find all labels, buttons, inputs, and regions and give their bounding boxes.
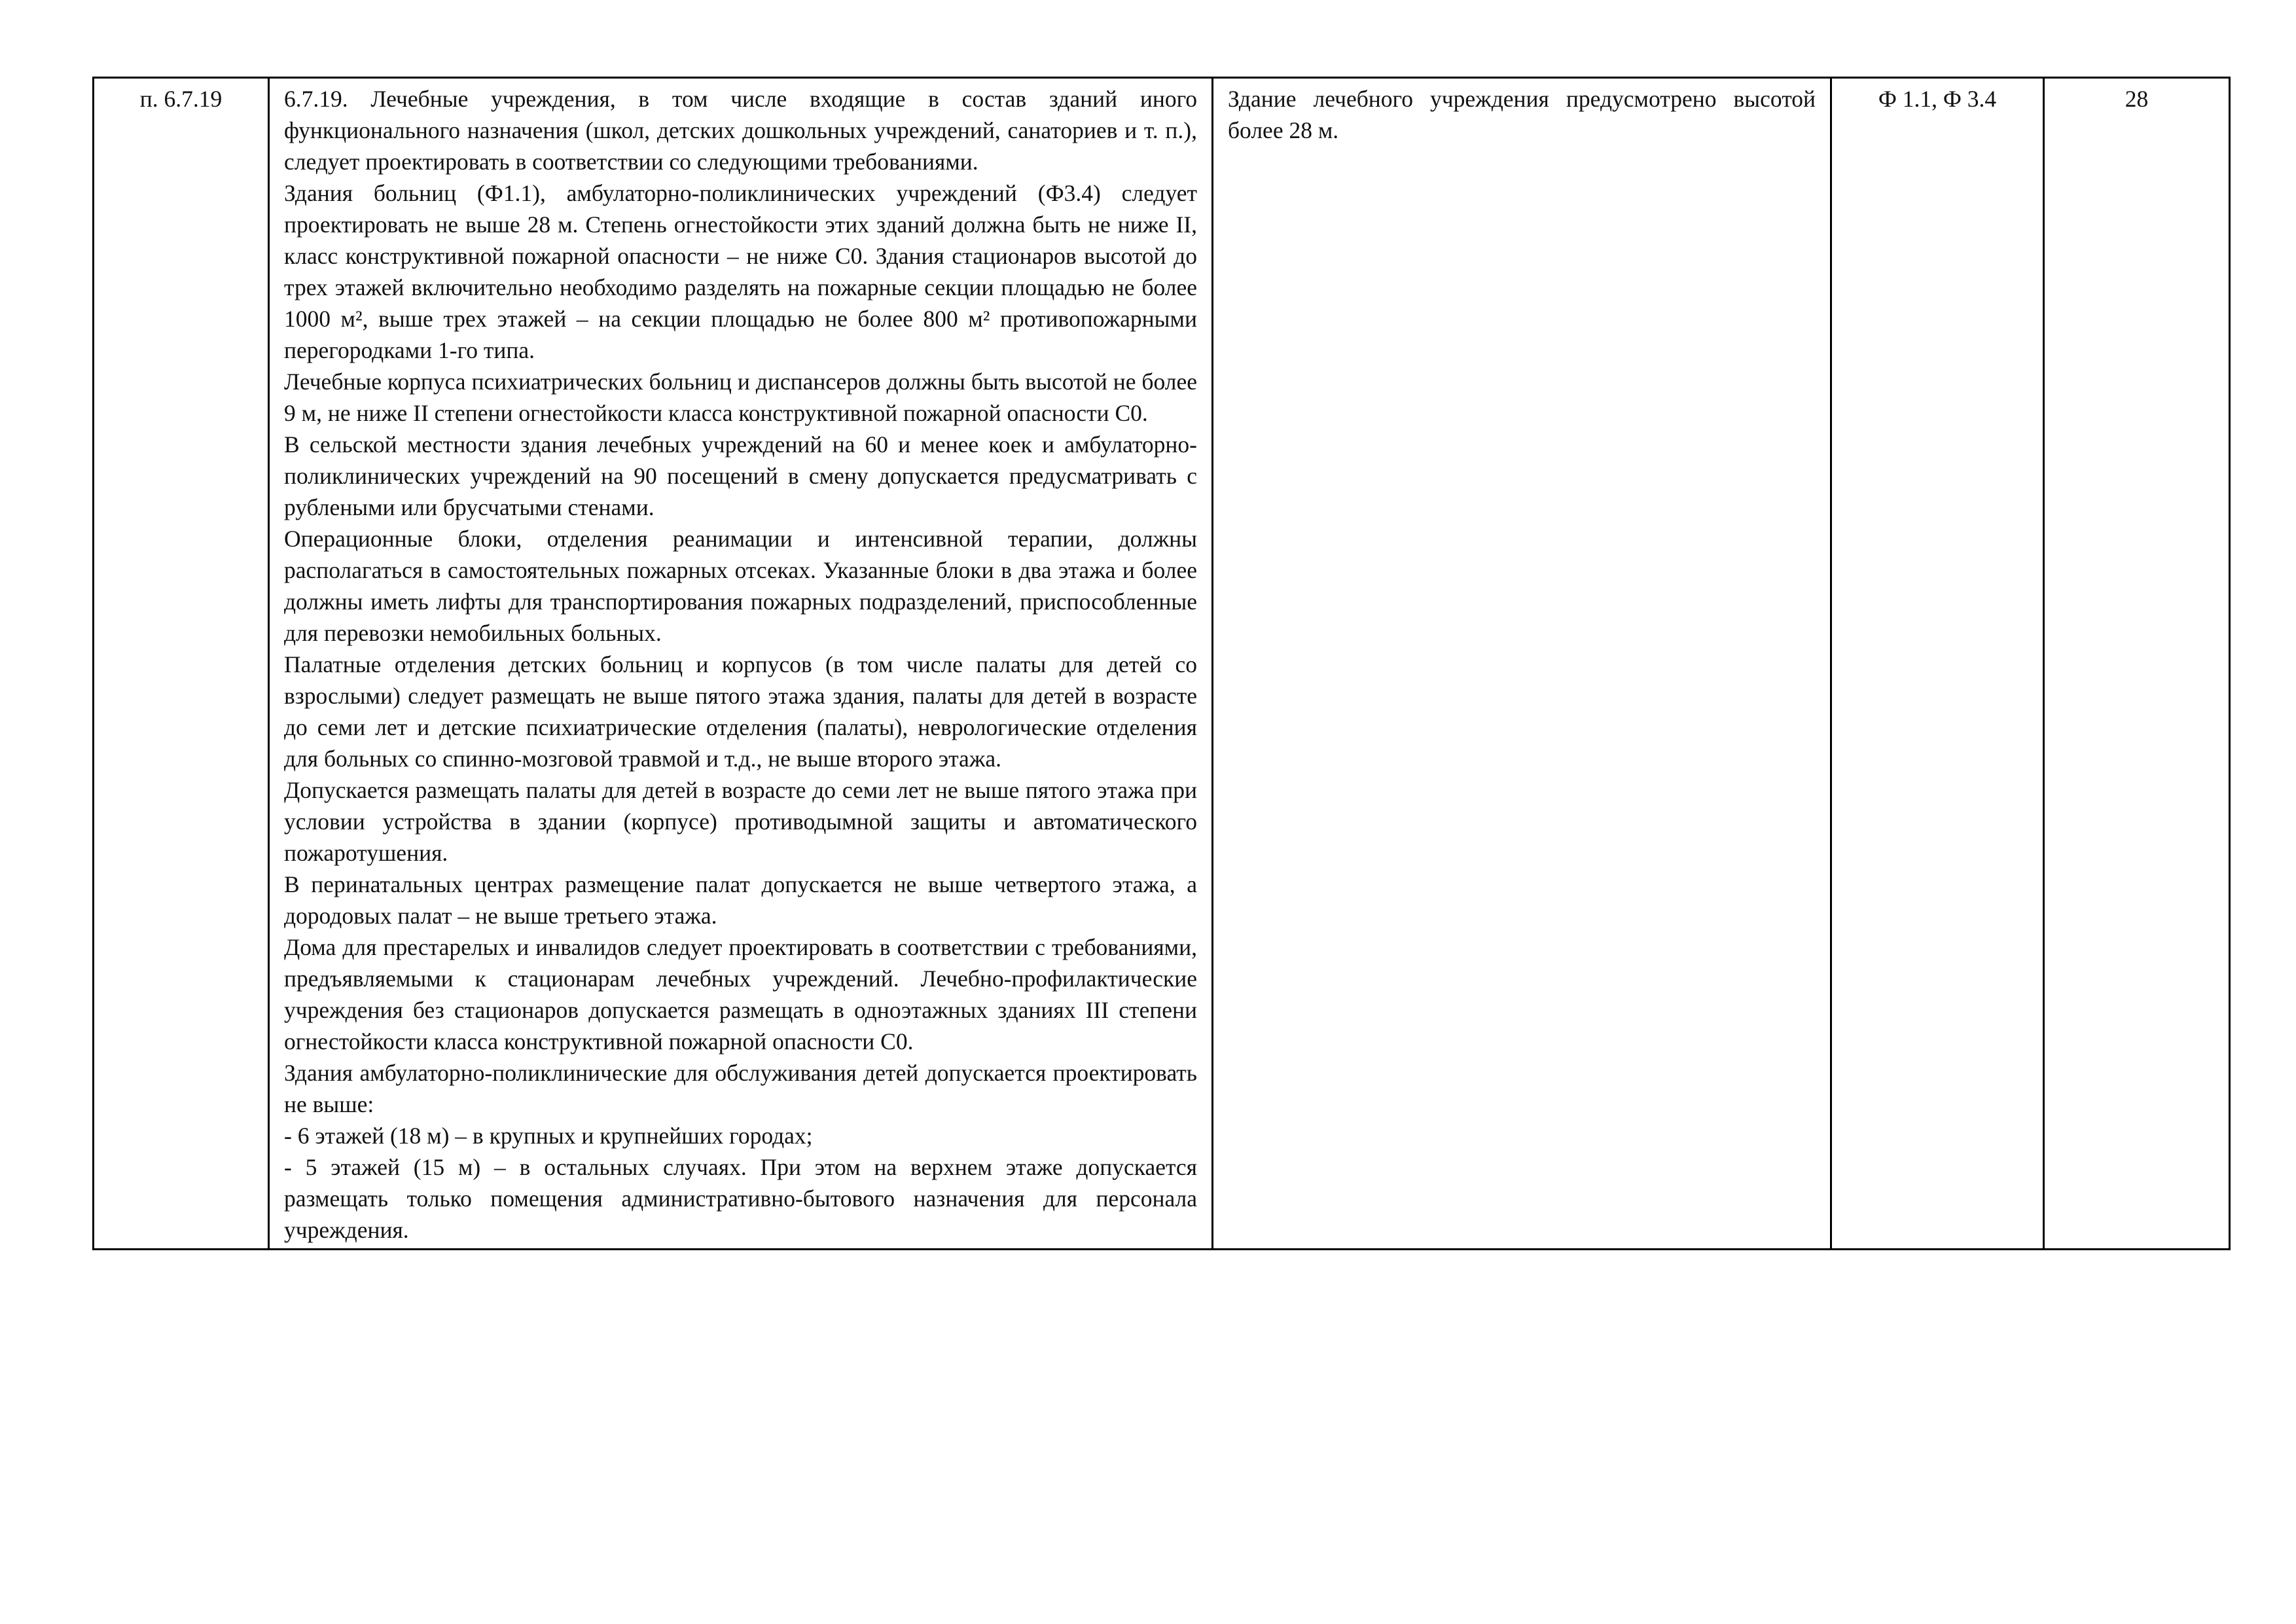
requirement-paragraph: Дома для престарелых и инвалидов следует проектировать в соответствии с требованиями, предъявляемыми к стационарам лечебных учреждений. Лечебно-профилактические учреждения без стационаров допускается размещать в одноэтажных зданиях III степени огнестойкости класса конструктивной пожарной опасности С0.	[284, 934, 1197, 1055]
design-solution-text: Здание лечебного учреждения предусмотрено высотой более 28 м.	[1228, 86, 1816, 143]
requirement-list-item: - 6 этажей (18 м) – в крупных и крупнейших городах;	[284, 1123, 813, 1149]
design-solution-cell	[1213, 78, 1831, 1250]
requirement-paragraph: В сельской местности здания лечебных учреждений на 60 и менее коек и амбулаторно-поликлинических учреждений на 90 посещений в смену допускается предусматривать с рублеными или брусчатыми стенами.	[284, 431, 1197, 520]
clause-reference-cell	[94, 78, 269, 1250]
requirement-paragraph: В перинатальных центрах размещение палат допускается не выше четвертого этажа, а дородовых палат – не выше третьего этажа.	[284, 871, 1197, 929]
fire-class-cell	[1831, 78, 2044, 1250]
requirement-paragraph: 6.7.19. Лечебные учреждения, в том числе входящие в состав зданий иного функционального назначения (школ, детских дошкольных учреждений, санаториев и т. п.), следует проектировать в соответствии со следующими требованиями.	[284, 86, 1197, 175]
requirement-paragraph: Допускается размещать палаты для детей в возрасте до семи лет не выше пятого этажа при условии устройства в здании (корпусе) противодымной защиты и автоматического пожаротушения.	[284, 777, 1197, 866]
page-number: 28	[2125, 86, 2149, 112]
requirement-paragraph: Палатные отделения детских больниц и корпусов (в том числе палаты для детей со взрослыми) следует размещать не выше пятого этажа здания, палаты для детей в возрасте до семи лет и детские психиатрические отделения (палаты), неврологические отделения для больных со спинно-мозговой травмой и т.д., не выше второго этажа.	[284, 651, 1197, 772]
requirement-paragraph: Здания больниц (Ф1.1), амбулаторно-поликлинических учреждений (Ф3.4) следует проектировать не выше 28 м. Степень огнестойкости этих зданий должна быть не ниже II, класс конструктивной пожарной опасности – не ниже С0. Здания стационаров высотой до трех этажей включительно необходимо разделять на пожарные секции площадью не более 1000 м², выше трех этажей – на секции площадью не более 800 м² противопожарными перегородками 1-го типа.	[284, 180, 1197, 363]
page-number-cell	[2044, 78, 2230, 1250]
requirements-table	[92, 77, 2231, 1250]
requirement-text-cell	[269, 78, 1213, 1250]
requirement-paragraph: Операционные блоки, отделения реанимации и интенсивной терапии, должны располагаться в самостоятельных пожарных отсеках. Указанные блоки в два этажа и более должны иметь лифты для транспортирования пожарных подразделений, приспособленные для перевозки немобильных больных.	[284, 526, 1197, 646]
fire-class-text: Ф 1.1, Ф 3.4	[1878, 86, 1997, 112]
requirement-paragraph: Здания амбулаторно-поликлинические для обслуживания детей допускается проектировать не выше:	[284, 1060, 1197, 1117]
requirement-list-item: - 5 этажей (15 м) – в остальных случаях. При этом на верхнем этаже допускается размещать только помещения административно-бытового назначения для персонала учреждения.	[284, 1154, 1197, 1243]
table-row	[94, 78, 2230, 1250]
requirement-paragraph: Лечебные корпуса психиатрических больниц и диспансеров должны быть высотой не более 9 м, не ниже II степени огнестойкости класса конструктивной пожарной опасности С0.	[284, 369, 1197, 426]
clause-reference: п. 6.7.19	[139, 86, 223, 112]
